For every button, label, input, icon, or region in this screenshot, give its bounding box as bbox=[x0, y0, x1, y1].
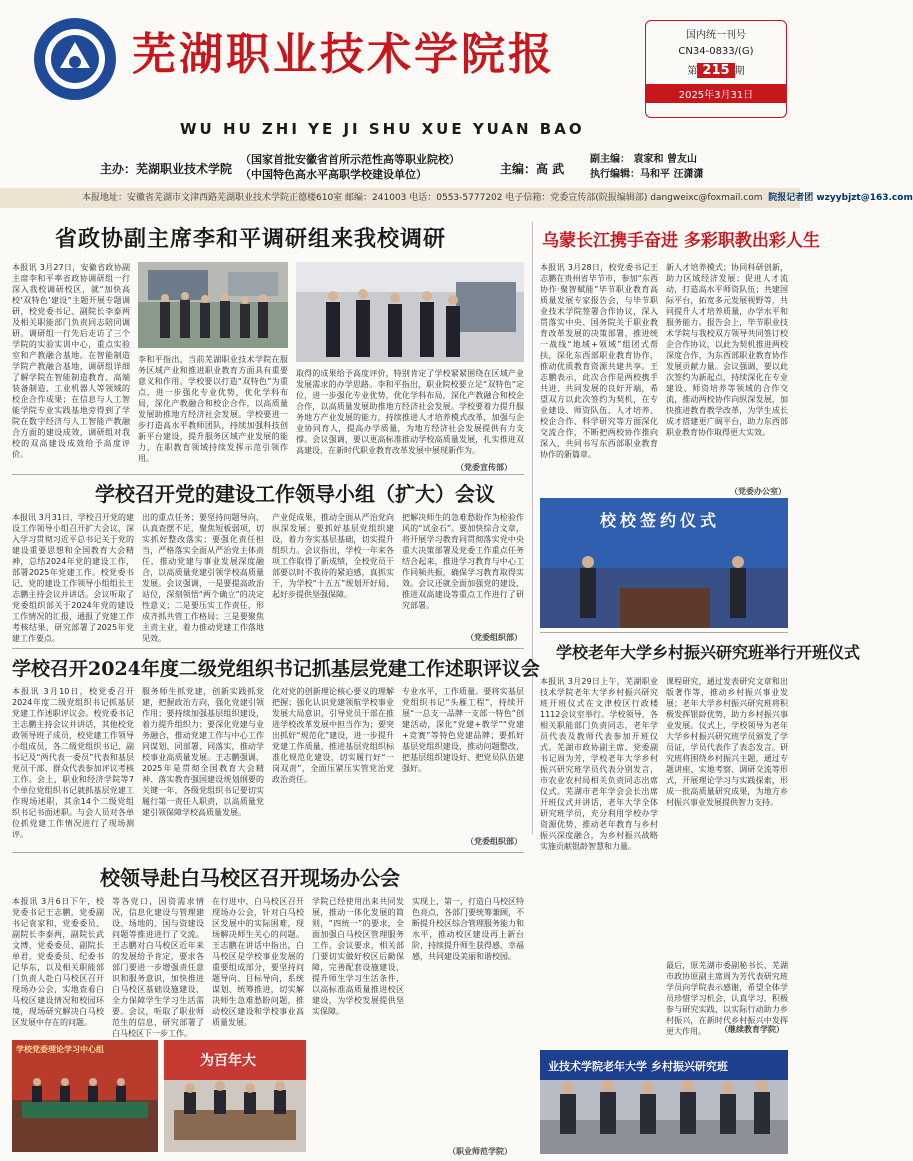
exec-editors: 执行编辑：马和平 汪潇潇 bbox=[590, 169, 704, 180]
divider-4 bbox=[540, 632, 788, 633]
article-4-col-2: 服务师生抓党建，创新实践抓党建，把握政治方向，强化党建引领作用；要持续加强基层组织建设，着力提升组织力；要深化党建与业务融合，推动党建工作与中心工作同谋划、同部署、同落实，推动学校事业高质量发展。王志鹏强调，2025年是贯彻全国教育大会精神、落实教育强国建设规划纲要的关键一年，各级党组织书记要切实履行第一责任人职责，以高质量党建引领保障学校高质量发展。 bbox=[142, 687, 264, 817]
stage-banner-text: 学校党委理论学习中心组 bbox=[16, 1045, 104, 1054]
article-3-col-3: 产业促成果，推动全面从严治党向纵深发展；要抓好基层党组织建设，着力夯实基层基础，切实提升组织力。会议指出，学校一年来各项工作取得了新成绩，全校党员干部要以时不我待的紧迫感，真抓实干，为学校“十五五”规划开好局、起好步提供坚强保障。 bbox=[272, 513, 394, 599]
headline-party-secretary-review: 学校召开2024年度二级党组织书记抓基层党建工作述职评议会 bbox=[12, 658, 540, 680]
signing-banner-text: 校校签约仪式 bbox=[600, 511, 721, 530]
chief-editor: 主编：高 武 bbox=[500, 162, 565, 176]
article-6-col-1: 本报讯 3月29日上午，芜湖职业技术学院老年大学乡村振兴研究班开班仪式在文津校区行政楼1112会议室举行。学校领导，各相关职能部门负责同志，老年学员代表及教师代表参加开班仪式。芜湖市政协副主席、党委副书记周为芳，学校老年大学乡村振兴研究班学员代表分别发言，市农业农村局相关负责同志出席仪式。芜湖市老年学会会长出席开班仪式并讲话，老年大学全体研究班学员，充分利用学校办学资源优势，推动老年教育与乡村振兴深度融合，为乡村振兴战略实施贡献银龄智慧和力量。 bbox=[540, 677, 658, 851]
headline-elder-university-class: 学校老年大学乡村振兴研究班举行开班仪式 bbox=[556, 643, 861, 662]
article-5-col-2: 等各党口，因资需求情况，信息化建设与管理建设、场地的、国与资建设问题等推进进行了交流。王志鹏对白马校区近年来的发展给予肯定，要求各部门要进一步增强责任意识和服务意识，加快推进白马校区基础设施建设，全力保障学生学习生活需要。会议，听取了职业师范生的信息，研究部署了白马校区下一步工作。 bbox=[112, 897, 204, 1038]
article-5-col-1: 本报讯 3月6日下午，校党委书记王志鹏，党委副书记袁家和，党委委员、副院长李泰两，副院长武文博，党委委员、副院长单君，党委委员、纪委书记华东，以及相关职能部门负责人赴白马校区召开现场办公会，实地查看白马校区建设情况和校园环境，现场研究解决白马校区发展中存在的问题。 bbox=[12, 897, 104, 1027]
issue-date: 2025年3月31日 bbox=[646, 84, 786, 103]
headline-east-west-cooperation: 乌蒙长江携手奋进 多彩职教出彩人生 bbox=[542, 231, 820, 251]
newspaper-title: 芜湖职业技术学院报 bbox=[132, 29, 555, 80]
headline-provincial-visit: 省政协副主席李和平调研组来我校调研 bbox=[55, 226, 447, 252]
article-4-source: （党委组织部） bbox=[466, 837, 522, 846]
article-1-col-2: 李和平指出，当前芜湖职业技术学院在服务区域产业和推进职业教育方面具有重要意义和作用。学校要以打造“双特色”为重点，进一步强化专业优势，优化学科布局，深化产教融合和校企合作，以高质量发展助推地方经济社会发展。学校要进一步打造高水平教师团队，持续加强科技创新平台建设，提升服务区域产业发展的能力，在职教育领域持续发挥示范引领作用。 bbox=[138, 355, 288, 463]
issue-suffix: 期 bbox=[734, 66, 745, 77]
divider-3 bbox=[12, 852, 524, 853]
sponsor-line-1: （国家首批安徽省首所示范性高等职业院校） bbox=[240, 153, 460, 166]
article-3-col-2: 出的重点任务；要坚持问题导向，认真查摆不足，聚焦短板弱项，切实抓好整改落实；要强化责任担当，严格落实全面从严治党主体责任，推动党建与事业发展深度融合，以高质量党建引领学校高质量发展。会议强调，一是要提高政治站位，深刻领悟“两个确立”的决定性意义；二是要压实工作责任，形成齐抓共管工作格局；三是要聚焦主责主业，着力推动党建工作落地见效。 bbox=[142, 513, 264, 643]
elder-banner-text: 业技术学院老年大学 乡村振兴研究班 bbox=[548, 1060, 728, 1073]
article-6-source: （继续教育学院） bbox=[720, 1025, 784, 1034]
article-3-source: （党委组织部） bbox=[466, 633, 522, 642]
article-5-source: （职业师范学院） bbox=[448, 1147, 512, 1156]
article-2-col-1: 本报讯 3月28日，校党委书记王志鹏在贵州省毕节市，参加“东西协作·聚智赋能”毕节职业教育高质量发展专家报告会，与毕节职业技术学院签署合作协议，深入贯落实中央、国务院关于职业教育改革发展的决策部署，推进统一战线“地域+领域”组团式帮扶，深化东西部职业教育协作，推动优质教育资源共建共享。王志鹏表示，此次合作是两校携手共进、共同发展的良好开端，希望双方以此次签约为契机，在专业建设、师资队伍、人才培养、校企合作、科学研究等方面深化交流合作，不断把两校协作推向深入，共同书写东西部职业教育协作的新篇章。 bbox=[540, 263, 658, 459]
divider-1 bbox=[12, 474, 524, 475]
contact-info: 本报地址：安徽省芜湖市文津西路芜湖职业技术学院正德楼610室 邮编：241003 电话：0553-5777202 电子信箱： bbox=[82, 193, 551, 203]
article-6-col-2: 课程研究，通过发表研究文章和出版著作等，推动乡村振兴事业发展；老年大学乡村振兴研究班将积极发挥银龄优势，助力乡村振兴事业发展。仪式上，学校领导为老年大学乡村振兴研究班学员颁发了学员证，学员代表作了表态发言。研究班将围绕乡村振兴主题，通过专题讲座、实地考察、调研交流等形式，开展理论学习与实践探索，形成一批高质量研究成果，为地方乡村振兴事业发展提供智力支持。 bbox=[666, 677, 788, 807]
classroom-banner-text: 为百年大 bbox=[200, 1053, 256, 1069]
article-5-col-3: 在行进中，白马校区召开现场办公会，针对白马校区发展中的实际困难，现场解决师生关心的问题。王志鹏在讲话中指出，白马校区是学校事业发展的重要组成部分，要坚持问题导向、目标导向，系统谋划、统筹推进，切实解决师生急难愁盼问题，推动校区建设和学校事业高质量发展。 bbox=[212, 897, 304, 1027]
editor-list bbox=[590, 152, 703, 182]
newspaper-pinyin: WU HU ZHI YE JI SHU XUE YUAN BAO bbox=[180, 120, 585, 138]
article-4-col-3: 化对党的创新理论核心要义的理解把握；强化认识党建领航学校事业发展大局意识，引导党员干部在推进学校改革发展中担当作为；要突出抓好“规范化”建设，进一步提升党建工作质量，推进基层党组织标准化规范化建设，切实履行好“一岗双责”，全面压紧压实管党治党政治责任。 bbox=[272, 687, 394, 784]
divider-2 bbox=[12, 648, 524, 649]
issue-number: 215 bbox=[697, 63, 734, 78]
article-4-col-4: 专业水平，工作质量。要将实基层党组织书记“头雁工程”，持续开展“一总支一品牌一支部一特色”创建活动，深化“党建+教学”“党建+竞赛”等特色党建品牌；要抓好基层党组织建设，推动问题整改，把基层组织建设好、把党员队伍建强好。 bbox=[402, 687, 524, 773]
sponsor-line-2: （中国特色高水平高职学校建设单位） bbox=[240, 168, 427, 181]
contact-bar bbox=[0, 188, 913, 208]
college-logo bbox=[32, 16, 118, 102]
column-divider bbox=[532, 222, 533, 834]
photo-lab-visit bbox=[296, 262, 524, 362]
deputy-editors: 副主编： 袁家和 曾友山 bbox=[590, 154, 697, 165]
article-2-source: （党委办公室） bbox=[730, 487, 786, 496]
article-2-col-2: 新人才培养模式；协同科研创新，助力区域经济发展；促进人才流动，打造高水平师资队伍；共建国际平台，拓宽多元发展视野等，共同提升人才培养质量，办学水平和服务能力。报告会上，毕节职业技术学院与我校双方领导共同签订校企合作协议，以此为契机推进两校深度合作，为东西部职业教育协作发展贡献力量。会议强调，要以此次签约为新起点，持续深化在专业建设、师资培养等领域的合作交流，推动两校协作向纵深发展，加快推进教育教学改革，为学生成长成才搭建更广阔平台，助力东西部职业教育协作取得更大实效。 bbox=[666, 263, 788, 437]
article-3-col-1: 本报讯 3月31日，学校召开党的建设工作领导小组召开扩大会议，深入学习贯彻习近平总书记关于党的建设重要思想和全国教育大会精神，总结2024年党的建设工作，部署2025年党建工作。校党委书记、党的建设工作领导小组组长王志鹏主持会议并讲话。会议听取了党委组织部关于2024年党的建设工作情况的汇报，通报了党建工作考核结果，研究部署了2025年党建工作要点。 bbox=[12, 513, 134, 643]
article-1-source: （党委宣传部） bbox=[456, 463, 512, 472]
article-5-col-4: 学院已经使用出来共同发展，推动一体化发展的简则，“四统一”的要求，全面加强白马校区管理服务工作。会议要求，相关部门要切实做好校区后勤保障，完善配套设施建设，提升师生学习生活条件，以高标准高质量推进校区建设，为学校发展提供坚实保障。 bbox=[312, 897, 404, 1016]
article-1-col-1: 本报讯 3月27日，安徽省政协副主席李和平率省政协调研组一行深入我校调研校区，就“加快高校‘双特色’建设”主题开展专题调研，校党委书记、副院长李泰两及相关职能部门负责同志陪同调研。调研组一行先后走访了三个学院的实验实训中心，重点实验室和产教融合基地。在智能制造学院产教融合基地，调研组详细了解学院在智能制造教育、高端装备制造、工业机器人等领域的校企合作成果；在信息与人工智能学院专业实践基地旁得到了学院在数字经济与人工智能产教融合方面的建设成效，调研组对我校的双高建设成效给予高度评价。 bbox=[12, 263, 130, 459]
sponsor: 主办：芜湖职业技术学院 bbox=[100, 162, 233, 176]
serial-label: 国内统一刊号 bbox=[686, 30, 746, 41]
article-4-col-1: 本报讯 3月10日，校党委召开2024年度二级党组织书记抓基层党建工作述职评议会。校党委书记王志鹏主持会议并讲话，其他校党政领导班子成员，校党建工作领导小组成员，各二级党组织书记、副书记及“两代表一委员”代表和基层党员干部、群众代表参加评议考核工作。会上，职业和经济学院等7个单位党组织书记就抓基层党建工作现场述职，其余14个二级党组织书记书面述职。与会人员对各单位抓党建工作情况进行了现场测评。 bbox=[12, 687, 134, 839]
issue-info-box bbox=[645, 20, 787, 118]
article-5-col-5: 实现上，第一，打造白马校区特色亮点，各部门要统筹兼顾，不断提升校区综合管理服务能力和水平，推动校区建设再上新台阶，持续提升师生获得感、幸福感，共同建设美丽和谐校园。 bbox=[412, 897, 524, 961]
headline-party-building-meeting: 学校召开党的建设工作领导小组（扩大）会议 bbox=[95, 482, 495, 506]
article-3-col-4: 把解决师生的急难愁盼作为检验作风的“试金石”。要加快综合文章，将开展学习教育同贯彻落实党中央重大决策部署及党委工作重点任务结合起来，推进学习教育与中心工作同频共振，确保学习教育取得实效。会议还就全面加强党的建设、推进双高建设等重点工作进行了研究部署。 bbox=[402, 513, 524, 610]
headline-baima-campus-meeting: 校领导赴白马校区召开现场办公会 bbox=[100, 866, 400, 890]
photo-stage-meeting bbox=[12, 1040, 158, 1152]
serial-code: CN34-0833/(G) bbox=[678, 46, 754, 57]
contact-email-2: 院报记者团 wzyybjzt@163.com bbox=[768, 193, 913, 203]
photo-field-visit bbox=[138, 262, 288, 348]
issue-prefix: 第 bbox=[687, 66, 698, 77]
contact-email-1: 党委宣传部(院报编辑部) dangweixc@foxmail.com bbox=[550, 193, 763, 203]
sponsor-description bbox=[240, 152, 460, 182]
article-1-col-3: 取得的成果给予高度评价，特别肯定了学校紧紧围绕在区域产业发展需求的办学思路。李和平指出，职业院校要立足“双特色”定位，进一步强化专业优势，优化学科布局，深化产教融合和校企合作，以高质量发展助推地方经济社会发展。学校要着力提升服务地方产业发展的能力，持续推进人才培养模式改革，加强与企业协同育人，提高办学质量，为地方经济社会发展提供有力支撑。会议强调，要以更高标准推动学校高质量发展，扎实推进双高建设，在新时代职业教育改革发展中展现新作为。 bbox=[296, 369, 524, 455]
article-6-col-3: 最后，原芜湖市委副秘书长、芜湖市政协原副主席周为芳代表研究班学员向学院表示感谢，希望全体学员珍惜学习机会，认真学习，积极参与研究实践，以实际行动助力乡村振兴，在新时代乡村振兴中发挥更大作用。 bbox=[666, 961, 788, 1036]
issue-number-line bbox=[646, 62, 786, 78]
